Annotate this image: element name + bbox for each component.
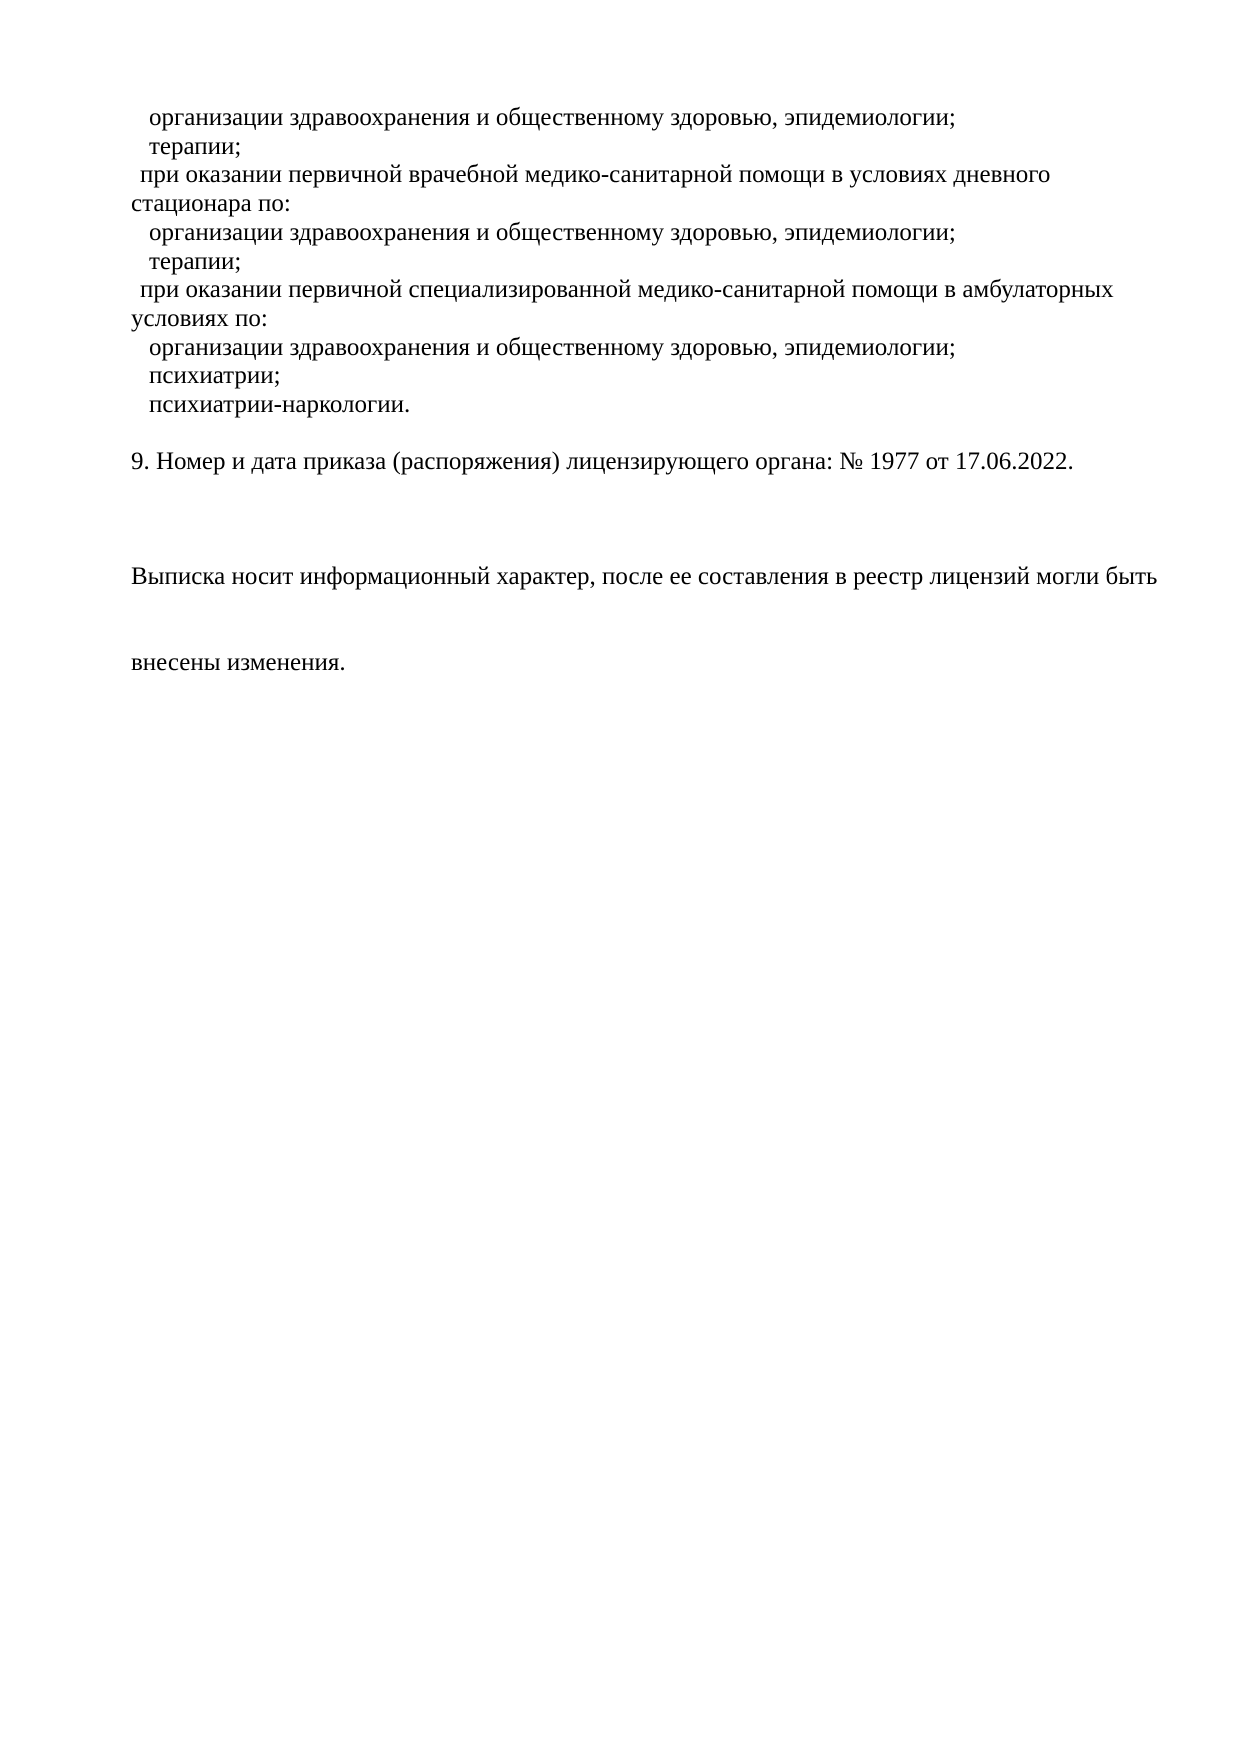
license-activities-list (131, 104, 1130, 420)
activity-line: психиатрии; (149, 362, 281, 390)
activity-line: терапии; (149, 132, 242, 160)
activity-line: стационара по: (131, 190, 291, 218)
activity-line: терапии; (149, 247, 242, 275)
disclaimer-note (131, 506, 1158, 736)
activity-line: организации здравоохранения и общественному здоровью, эпидемиологии; (149, 104, 956, 131)
activity-line: при оказании первичной специализированной медико-санитарной помощи в амбулаторных (140, 276, 1114, 304)
activity-line: организации здравоохранения и общественному здоровью, эпидемиологии; (149, 333, 956, 361)
activity-line: при оказании первичной врачебной медико-санитарной помощи в условиях дневного (140, 161, 1051, 189)
activity-line: условиях по: (131, 304, 268, 332)
activity-line: психиатрии-наркологии. (149, 391, 411, 419)
document-page (131, 104, 1158, 735)
disclaimer-line: Выписка носит информационный характер, после ее составления в реестр лицензий могли быть (131, 563, 1158, 591)
order-number-paragraph: 9. Номер и дата приказа (распоряжения) лицензирующего органа: № 1977 от 17.06.2022. (131, 448, 1074, 476)
activity-line: организации здравоохранения и общественному здоровью, эпидемиологии; (149, 218, 956, 246)
disclaimer-line: внесены изменения. (131, 649, 346, 677)
